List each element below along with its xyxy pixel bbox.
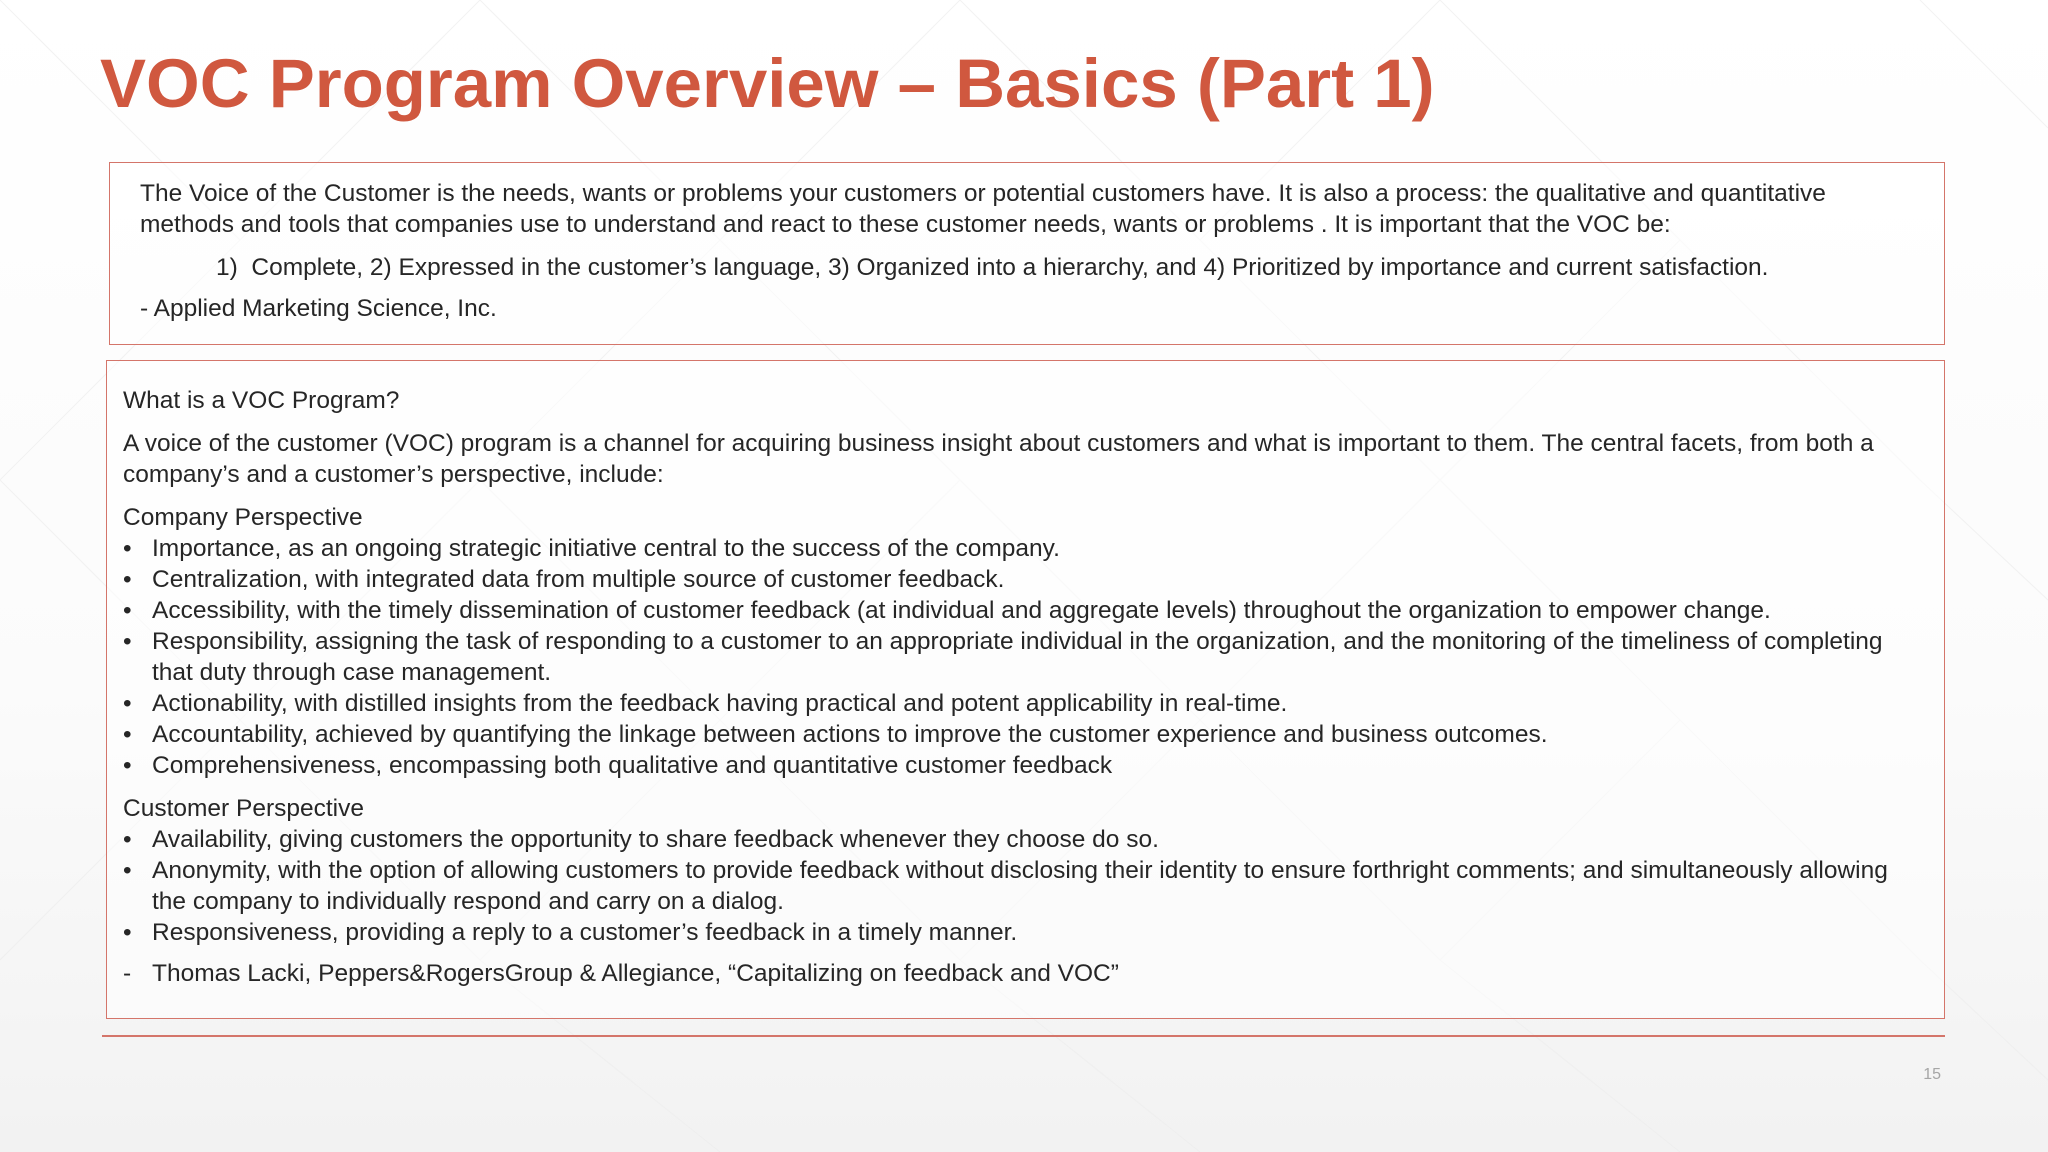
definition-numbered-item: [140, 252, 1906, 283]
list-item: • Accountability, achieved by quantifying the linkage between actions to improve the customer experience and business outcomes.: [123, 721, 1548, 748]
program-intro: A voice of the customer (VOC) program is a channel for acquiring business insight about customers and what is important to them. The central facets, from both a company’s and a customer’s perspective, include:: [123, 430, 1874, 488]
program-question: What is a VOC Program?: [123, 387, 400, 414]
footer-divider: [102, 1035, 1945, 1037]
bullet-icon: •: [123, 826, 132, 853]
list-item: • Anonymity, with the option of allowing customers to provide feedback without disclosing their identity to ensure forthright comments; and simultaneously allowing the company to individually respond and carry on a dialog.: [123, 857, 1888, 915]
list-item: • Responsibility, assigning the task of responding to a customer to an appropriate individual in the organization, and the monitoring of the timeliness of completing that duty through case management.: [123, 628, 1883, 686]
list-item: • Availability, giving customers the opportunity to share feedback whenever they choose do so.: [123, 826, 1159, 853]
program-source-text: Thomas Lacki, Peppers&RogersGroup & Allegiance, “Capitalizing on feedback and VOC”: [152, 960, 1119, 987]
definition-box: [109, 162, 1945, 345]
bullet-icon: •: [123, 752, 132, 779]
bullet-icon: •: [123, 721, 132, 748]
company-perspective-heading: Company Perspective: [123, 504, 363, 531]
bullet-icon: •: [123, 535, 132, 562]
source-dash: -: [123, 960, 132, 987]
customer-perspective-list: [123, 824, 1904, 948]
definition-source: - Applied Marketing Science, Inc.: [140, 295, 497, 322]
voc-program-box: [106, 360, 1945, 1019]
numbered-marker: 1): [216, 254, 238, 281]
slide-title: VOC Program Overview – Basics (Part 1): [100, 45, 1435, 122]
bullet-icon: •: [123, 628, 132, 655]
customer-perspective-heading: Customer Perspective: [123, 795, 365, 822]
page-number: 15: [1923, 1066, 1941, 1083]
list-item: • Responsiveness, providing a reply to a customer’s feedback in a timely manner.: [123, 919, 1018, 946]
list-item: • Centralization, with integrated data from multiple source of customer feedback.: [123, 566, 1005, 593]
list-item: • Actionability, with distilled insights from the feedback having practical and potent applicability in real-time.: [123, 690, 1288, 717]
definition-text: The Voice of the Customer is the needs, wants or problems your customers or potential customers have. It is also a process: the qualitative and quantitative methods and tools that companies use to understand and react to these customer needs, wants or problems . It is important that the VOC be:: [140, 180, 1826, 238]
bullet-icon: •: [123, 566, 132, 593]
bullet-icon: •: [123, 919, 132, 946]
bullet-icon: •: [123, 857, 132, 884]
bullet-icon: •: [123, 690, 132, 717]
company-perspective-list: [123, 533, 1904, 781]
list-item: • Importance, as an ongoing strategic initiative central to the success of the company.: [123, 535, 1060, 562]
bullet-icon: •: [123, 597, 132, 624]
numbered-text: Complete, 2) Expressed in the customer’s language, 3) Organized into a hierarchy, and 4) Prioritized by importance and current satisfaction.: [251, 254, 1769, 281]
list-item: • Accessibility, with the timely dissemination of customer feedback (at individual and aggregate levels) throughout the organization to empower change.: [123, 597, 1771, 624]
program-source: [123, 958, 1904, 989]
list-item: • Comprehensiveness, encompassing both qualitative and quantitative customer feedback: [123, 752, 1113, 779]
